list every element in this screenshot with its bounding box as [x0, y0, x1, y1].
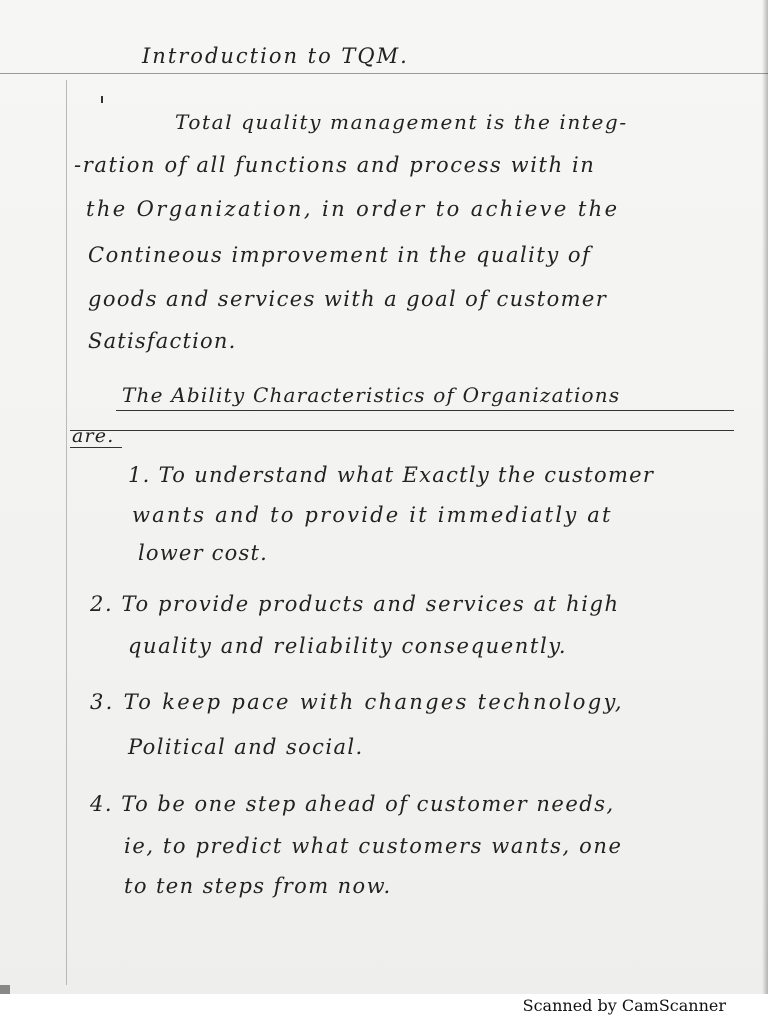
section-heading-continued: are. [72, 425, 115, 447]
list-item-continued: to ten steps from now. [124, 874, 392, 898]
list-item-continued: lower cost. [138, 541, 268, 565]
list-item-continued: quality and reliability consequently. [128, 634, 568, 658]
tick-mark [101, 96, 103, 103]
list-item-continued: ie, to predict what customers wants, one [124, 834, 623, 858]
heading-underline [70, 430, 734, 431]
list-item: 4. To be one step ahead of customer needs, [90, 792, 615, 816]
paragraph-line: Satisfaction. [88, 329, 237, 353]
paragraph-line: Total quality management is the integ- [175, 110, 628, 134]
list-item: 1. To understand what Exactly the customer [128, 463, 655, 487]
heading-underline [116, 410, 734, 411]
paragraph-line: -ration of all functions and process with in [74, 153, 596, 177]
paragraph-line: the Organization, in order to achieve the [86, 197, 620, 221]
heading-underline [70, 447, 122, 448]
page-title: Introduction to TQM. [142, 44, 409, 68]
section-heading: The Ability Characteristics of Organizations [122, 383, 621, 407]
paragraph-line: goods and services with a goal of customer [88, 287, 608, 311]
list-item-continued: wants and to provide it immediatly at [132, 503, 613, 527]
paragraph-line: Contineous improvement in the quality of [88, 243, 592, 267]
scanner-watermark: Scanned by CamScanner [522, 996, 726, 1015]
top-rule-line [0, 73, 768, 74]
margin-line [66, 80, 67, 985]
list-item-continued: Political and social. [128, 735, 364, 759]
list-item: 2. To provide products and services at high [90, 592, 620, 616]
list-item: 3. To keep pace with changes technology, [90, 690, 624, 714]
